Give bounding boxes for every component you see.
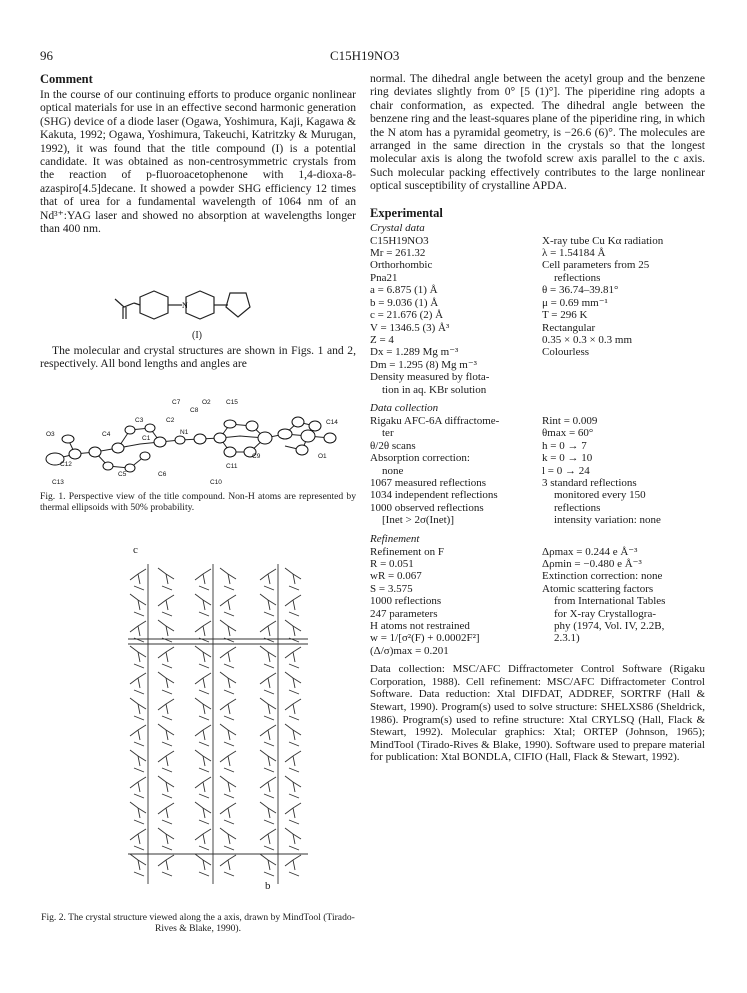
table-line: l = 0 → 24 — [542, 464, 590, 477]
refinement-right — [542, 546, 702, 658]
crystal-data-right — [542, 235, 702, 396]
atom-label: C14 — [326, 419, 338, 426]
table-line: Colourless — [542, 346, 590, 359]
programs-paragraph: Data collection: MSC/AFC Diffractometer Control Software (Rigaku Corporation, 1988). Cell refinement: MSC/AFC Diffractometer Control Software. Data reduction: Xtal DIFDAT, ADDREF, SORTRF (Hall & Stewart, 1990). Program(s) used to solve structure: SHELXS86 (Sheldrick, 1986). Program(s) used to refine structure: Xtal CRYLSQ (Hall, Flack & Stewart, 1992). Molecular graphics: Xtal; ORTEP (Johnson, 1965); MindTool (Tirado-Rives & Blake, 1990). Software used to prepare material for publication: Xtal BONDLA, CIFIO (Hall, Flack & Stewart, 1992). — [370, 663, 705, 764]
table-line: λ = 1.54184 Å — [542, 247, 606, 260]
table-line: V = 1346.5 (3) Å³ — [370, 321, 450, 334]
comment-paragraph-2: The molecular and crystal structures are shown in Figs. 1 and 2, respectively. All bond lengths and angles are — [40, 344, 356, 371]
structures-paragraph — [40, 344, 356, 371]
table-line: T = 296 K — [542, 309, 588, 322]
table-line: Rectangular — [542, 321, 596, 334]
table-line: a = 6.875 (1) Å — [370, 284, 438, 297]
atom-label: C8 — [190, 407, 199, 414]
table-line: wR = 0.067 — [370, 570, 422, 583]
running-head: C15H19NO3 — [330, 48, 400, 63]
table-line: Rigaku AFC-6A diffractome- — [370, 414, 500, 427]
table-line: monitored every 150 — [554, 489, 646, 502]
atom-label: C11 — [226, 463, 238, 470]
atom-label: O1 — [318, 453, 327, 460]
table-line: Δρmax = 0.244 e Å⁻³ — [542, 545, 638, 558]
table-line: intensity variation: none — [554, 514, 661, 527]
table-line: θ/2θ scans — [370, 439, 416, 452]
svg-text:N: N — [182, 301, 188, 310]
table-line: Mr = 261.32 — [370, 247, 426, 260]
table-line: reflections — [554, 501, 601, 514]
figure-1-caption: Fig. 1. Perspective view of the title compound. Non-H atoms are represented by thermal ellipsoids with 50% probability. — [40, 491, 356, 513]
atom-label: C7 — [172, 399, 181, 406]
comment-paragraph-1: In the course of our continuing efforts to produce organic nonlinear optical materials for use in an effective second harmonic generation (SHG) device of a diode laser (Ogawa, Yoshimura, Kaji, Kagawa & Kakuta, 1992; Ogawa, Yoshimura, Takeuchi, Katritzky & Murugan, 1992), it was found that the title compound (I) is a potential candidate. It was obtained as non-centrosymmetric crystals from the reaction of p-fluoroacetophenone with 1,4-dioxa-8-azaspiro[4.5]decane. It showed a powder SHG efficiency 12 times that of urea for a fundamental wavelength of 1064 nm of an Nd³⁺:YAG laser and showed no absorption at wavelengths longer than 400 nm. — [40, 88, 356, 236]
atom-label: N1 — [180, 429, 189, 436]
table-line: Absorption correction: — [370, 452, 470, 465]
table-line: Dm = 1.295 (8) Mg m⁻³ — [370, 358, 477, 371]
axis-label-b: b — [265, 880, 271, 892]
table-line: Z = 4 — [370, 333, 394, 346]
atom-label: C13 — [52, 479, 64, 486]
crystal-data-title: Crystal data — [370, 221, 425, 234]
refinement-left — [370, 546, 542, 658]
data-collection-title: Data collection — [370, 401, 439, 414]
figure-1-ortep — [40, 394, 358, 486]
comment-paragraph-3: normal. The dihedral angle between the acetyl group and the benzene ring deviates slightly from 0° [5 (1)°]. The piperidine ring adopts a chair conformation, as expected. The dihedral angle between the benzene ring and the least-squares plane of the piperidine ring, in which the N atom has a pyramidal geometry, is −26.6 (6)°. The molecules are arranged in the same direction in the crystals so that the longest molecular axis is along the twofold screw axis parallel to the c axis. Such molecular packing effectively contributes to the large nonlinear optical susceptibility of crystalline APDA. — [370, 72, 705, 193]
table-line: 3 standard reflections — [542, 476, 637, 489]
atom-label: C10 — [210, 479, 222, 486]
table-line: 0.35 × 0.3 × 0.3 mm — [542, 333, 633, 346]
atom-label: C6 — [158, 471, 167, 478]
atom-label: O3 — [46, 431, 55, 438]
table-line: θ = 36.74–39.81° — [542, 284, 619, 297]
table-line: phy (1974, Vol. IV, 2.2B, — [554, 620, 665, 633]
table-line: 1034 independent reflections — [370, 489, 498, 502]
table-line: R = 0.051 — [370, 558, 414, 570]
comment-heading: Comment — [40, 72, 93, 86]
table-line: 1000 reflections — [370, 595, 442, 608]
crystal-data-table — [370, 235, 705, 396]
table-line: Refinement on F — [370, 545, 444, 558]
table-line: C15H19NO3 — [370, 234, 429, 247]
atom-label: C3 — [135, 417, 144, 424]
table-line: w = 1/[σ²(F) + 0.0002F²] — [370, 632, 480, 645]
table-line: for X-ray Crystallogra- — [554, 607, 657, 620]
crystal-data-left — [370, 235, 542, 396]
page-number: 96 — [40, 48, 53, 63]
atom-label: C5 — [118, 471, 127, 478]
figure-2-caption: Fig. 2. The crystal structure viewed along the a axis, drawn by MindTool (Tirado-Rives & Blake, 1990). — [41, 912, 355, 934]
table-line: none — [382, 464, 404, 477]
table-line: Rint = 0.009 — [542, 414, 598, 427]
refinement-table — [370, 546, 705, 658]
table-line: h = 0 → 7 — [542, 439, 587, 452]
table-line: 1067 measured reflections — [370, 476, 487, 489]
table-line: H atoms not restrained — [370, 620, 470, 633]
table-line: Pna21 — [370, 271, 398, 284]
axis-label-c: c — [133, 544, 138, 556]
compound-label: (I) — [192, 330, 202, 341]
figure-2-packing — [118, 544, 318, 899]
atom-label: C15 — [226, 399, 238, 406]
table-line: Δρmin = −0.480 e Å⁻³ — [542, 558, 642, 570]
table-line: from International Tables — [554, 595, 666, 608]
right-column — [370, 72, 705, 764]
table-line: 247 parameters — [370, 607, 438, 620]
compound-scheme — [110, 285, 290, 330]
atom-label: C1 — [142, 435, 151, 442]
table-line: Atomic scattering factors — [542, 582, 654, 595]
atom-label: C2 — [166, 417, 175, 424]
data-collection-right — [542, 415, 702, 527]
table-line: [Inet > 2σ(Inet)] — [382, 514, 454, 527]
table-line: tion in aq. KBr solution — [382, 383, 487, 396]
table-line: Orthorhombic — [370, 259, 433, 272]
atom-label: C9 — [252, 453, 261, 460]
table-line: Density measured by flota- — [370, 371, 490, 384]
refinement-title: Refinement — [370, 532, 420, 545]
table-line: c = 21.676 (2) Å — [370, 309, 444, 322]
table-line: Cell parameters from 25 — [542, 259, 650, 272]
experimental-heading: Experimental — [370, 205, 443, 220]
data-collection-left — [370, 415, 542, 527]
table-line: θmax = 60° — [542, 427, 594, 440]
table-line: X-ray tube Cu Kα radiation — [542, 234, 664, 247]
data-collection-table — [370, 415, 705, 527]
table-line: μ = 0.69 mm⁻¹ — [542, 296, 608, 309]
table-line: Dx = 1.289 Mg m⁻³ — [370, 346, 459, 359]
table-line: ter — [382, 427, 394, 440]
table-line: 2.3.1) — [554, 632, 580, 645]
table-line: b = 9.036 (1) Å — [370, 296, 439, 309]
table-line: reflections — [554, 271, 601, 284]
table-line: (Δ/σ)max = 0.201 — [370, 644, 449, 657]
table-line: 1000 observed reflections — [370, 501, 484, 514]
atom-label: O2 — [202, 399, 211, 406]
comment-section — [40, 72, 356, 235]
table-line: S = 3.575 — [370, 582, 413, 595]
atom-label: C4 — [102, 431, 111, 438]
table-line: k = 0 → 10 — [542, 452, 593, 465]
table-line: Extinction correction: none — [542, 570, 663, 583]
atom-label: C12 — [60, 461, 72, 468]
